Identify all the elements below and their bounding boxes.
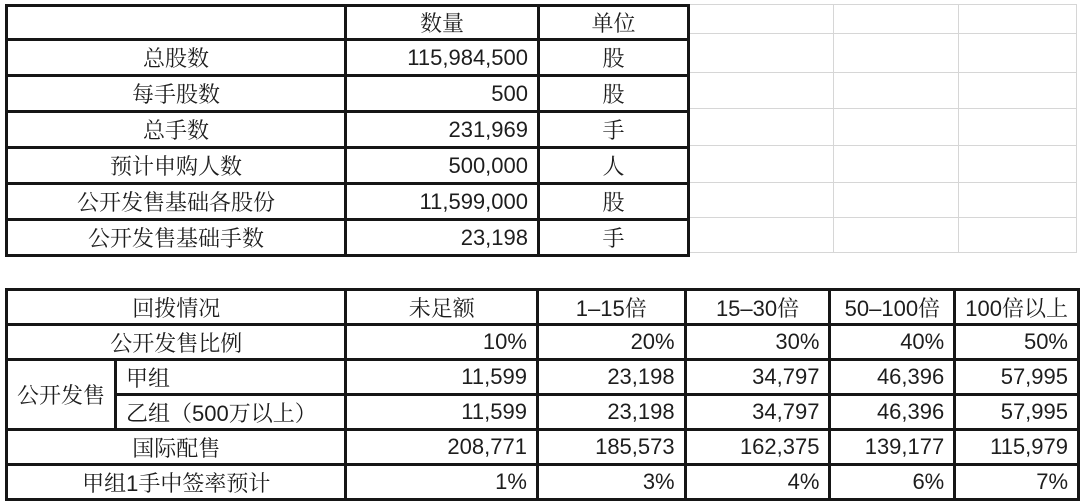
- win-rate-cell[interactable]: 6%: [830, 465, 955, 500]
- allocation-cell[interactable]: 57,995: [955, 360, 1079, 395]
- quantity-cell[interactable]: 23,198: [346, 220, 539, 256]
- row-label-expected-subscribers[interactable]: 预计申购人数: [7, 148, 346, 184]
- table-row: [7, 112, 689, 148]
- table-row: [7, 290, 1079, 325]
- corner-cell[interactable]: [7, 6, 346, 40]
- allocation-cell[interactable]: 46,396: [830, 360, 955, 395]
- row-label-shares-per-lot[interactable]: 每手股数: [7, 76, 346, 112]
- allocation-cell[interactable]: 185,573: [537, 430, 685, 465]
- row-label-total-shares[interactable]: 总股数: [7, 40, 346, 76]
- row-group-public-offering[interactable]: 公开发售: [7, 360, 116, 430]
- quantity-cell[interactable]: 500: [346, 76, 539, 112]
- tier-header-1-15x[interactable]: 1–15倍: [537, 290, 685, 325]
- ratio-cell[interactable]: 30%: [685, 325, 830, 360]
- grid-line: [833, 4, 834, 253]
- spreadsheet-gridlines: [687, 4, 1077, 253]
- grid-line: [687, 4, 1077, 5]
- ratio-cell[interactable]: 50%: [955, 325, 1079, 360]
- allocation-cell[interactable]: 23,198: [537, 395, 685, 430]
- allocation-cell[interactable]: 162,375: [685, 430, 830, 465]
- row-label-international-placement[interactable]: 国际配售: [7, 430, 346, 465]
- grid-line: [1076, 4, 1077, 253]
- quantity-cell[interactable]: 500,000: [346, 148, 539, 184]
- col-header-quantity[interactable]: 数量: [346, 6, 539, 40]
- quantity-cell[interactable]: 115,984,500: [346, 40, 539, 76]
- table-row: [7, 40, 689, 76]
- quantity-cell[interactable]: 231,969: [346, 112, 539, 148]
- table-row: [7, 430, 1079, 465]
- row-label-total-lots[interactable]: 总手数: [7, 112, 346, 148]
- allocation-cell[interactable]: 57,995: [955, 395, 1079, 430]
- table-row: [7, 220, 689, 256]
- allocation-cell[interactable]: 208,771: [346, 430, 537, 465]
- grid-line: [687, 72, 1077, 73]
- unit-cell[interactable]: 手: [539, 220, 689, 256]
- grid-line: [687, 182, 1077, 183]
- allocation-cell[interactable]: 139,177: [830, 430, 955, 465]
- table-row: [7, 465, 1079, 500]
- clawback-header-label[interactable]: 回拨情况: [7, 290, 346, 325]
- row-label-public-offer-base-lots[interactable]: 公开发售基础手数: [7, 220, 346, 256]
- unit-cell[interactable]: 人: [539, 148, 689, 184]
- row-label-group-b[interactable]: 乙组（500万以上）: [116, 395, 346, 430]
- row-label-group-a[interactable]: 甲组: [116, 360, 346, 395]
- col-header-unit[interactable]: 单位: [539, 6, 689, 40]
- table-row: [7, 325, 1079, 360]
- tier-header-50-100x[interactable]: 50–100倍: [830, 290, 955, 325]
- grid-line: [687, 145, 1077, 146]
- win-rate-cell[interactable]: 1%: [346, 465, 537, 500]
- unit-cell[interactable]: 手: [539, 112, 689, 148]
- table-row: [7, 184, 689, 220]
- table-row: [7, 6, 689, 40]
- allocation-cell[interactable]: 11,599: [346, 360, 537, 395]
- allocation-cell[interactable]: 46,396: [830, 395, 955, 430]
- tier-header-over-100x[interactable]: 100倍以上: [955, 290, 1079, 325]
- row-label-group-a-win-rate[interactable]: 甲组1手中签率预计: [7, 465, 346, 500]
- row-label-public-offer-ratio[interactable]: 公开发售比例: [7, 325, 346, 360]
- grid-line: [687, 252, 1077, 253]
- ratio-cell[interactable]: 10%: [346, 325, 537, 360]
- win-rate-cell[interactable]: 7%: [955, 465, 1079, 500]
- grid-line: [687, 217, 1077, 218]
- unit-cell[interactable]: 股: [539, 184, 689, 220]
- table-row: [7, 360, 1079, 395]
- ratio-cell[interactable]: 20%: [537, 325, 685, 360]
- allocation-cell[interactable]: 11,599: [346, 395, 537, 430]
- clawback-allocation-table: [5, 288, 1080, 501]
- table-row: [7, 148, 689, 184]
- unit-cell[interactable]: 股: [539, 40, 689, 76]
- allocation-cell[interactable]: 34,797: [685, 395, 830, 430]
- tier-header-15-30x[interactable]: 15–30倍: [685, 290, 830, 325]
- allocation-cell[interactable]: 115,979: [955, 430, 1079, 465]
- allocation-cell[interactable]: 34,797: [685, 360, 830, 395]
- allocation-cell[interactable]: 23,198: [537, 360, 685, 395]
- quantity-cell[interactable]: 11,599,000: [346, 184, 539, 220]
- table-row: [7, 395, 1079, 430]
- ratio-cell[interactable]: 40%: [830, 325, 955, 360]
- grid-line: [687, 33, 1077, 34]
- grid-line: [687, 108, 1077, 109]
- row-label-public-offer-base-shares[interactable]: 公开发售基础各股份: [7, 184, 346, 220]
- grid-line: [958, 4, 959, 253]
- table-row: [7, 76, 689, 112]
- tier-header-undersubscribed[interactable]: 未足额: [346, 290, 537, 325]
- win-rate-cell[interactable]: 3%: [537, 465, 685, 500]
- share-structure-table: [5, 4, 690, 257]
- unit-cell[interactable]: 股: [539, 76, 689, 112]
- win-rate-cell[interactable]: 4%: [685, 465, 830, 500]
